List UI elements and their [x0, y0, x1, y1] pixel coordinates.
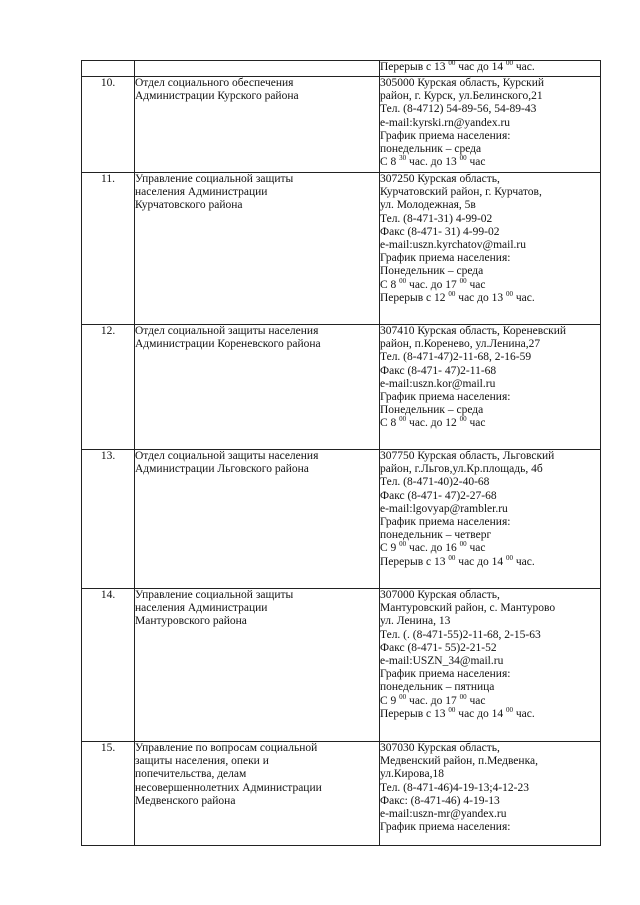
address-line: График приема населения:: [380, 129, 511, 142]
schedule-time-line: [380, 156, 600, 169]
table-row: [82, 325, 601, 450]
time-minutes-superscript: 00: [448, 705, 456, 714]
address-line: Факс (8-471- 47)2-27-68: [380, 489, 497, 502]
address-line: понедельник – пятница: [380, 681, 495, 694]
row-number: [82, 61, 135, 77]
organization-name-line: Управление социальной защиты: [135, 589, 294, 601]
time-text: час.: [513, 707, 535, 720]
schedule-time-line: [380, 542, 600, 555]
organization-name: [135, 77, 380, 173]
organization-name: [135, 173, 380, 325]
address-line: 307000 Курская область,: [380, 589, 500, 601]
address-line: График приема населения:: [380, 252, 511, 265]
contact-details: [380, 77, 601, 173]
address-line: ул. Ленина, 13: [380, 615, 451, 628]
address-line: 307750 Курская область, Льговский: [380, 450, 555, 462]
time-text: час до 14: [455, 555, 506, 568]
schedule-time-line: [380, 276, 600, 292]
table-row: [82, 61, 601, 77]
table-row: [82, 742, 601, 846]
time-text: час. до 12: [406, 417, 460, 430]
row-number: 15.: [82, 742, 135, 846]
address-line: Медвенский район, п.Медвенка,: [380, 755, 538, 768]
time-text: час: [466, 542, 486, 555]
table-row: [82, 173, 601, 325]
address-line: e-mail:USZN_34@mail.ru: [380, 655, 504, 668]
organization-name-line: населения Администрации: [135, 602, 268, 615]
organization-name-line: Отдел социального обеспечения: [135, 77, 294, 89]
organization-name-line: Администрации Кореневского района: [135, 338, 321, 351]
organization-name-line: попечительства, делам: [135, 768, 247, 781]
address-line: 307410 Курская область, Кореневский: [380, 325, 567, 337]
row-number: 13.: [82, 450, 135, 589]
address-line: e-mail:lgovyap@rambler.ru: [380, 502, 508, 515]
time-text: час.: [513, 555, 535, 568]
time-text: час.: [513, 291, 535, 304]
address-line: Понедельник – среда: [380, 404, 484, 417]
address-line: График приема населения:: [380, 391, 511, 404]
organization-name: [135, 450, 380, 589]
time-text: Перерыв с 13: [380, 555, 449, 568]
address-line: Тел. (8-471-40)2-40-68: [380, 476, 490, 489]
organization-name-line: населения Администрации: [135, 186, 268, 199]
schedule-time-line: [380, 553, 600, 569]
time-text: час. до 13: [406, 156, 460, 169]
organization-name-line: Отдел социальной защиты населения: [135, 325, 319, 337]
address-line: График приема населения:: [380, 516, 511, 529]
contact-details: [380, 61, 601, 77]
time-minutes-superscript: 00: [399, 692, 407, 701]
time-minutes-superscript: 00: [459, 540, 467, 549]
address-line: понедельник – четверг: [380, 529, 492, 542]
time-text: час: [466, 278, 486, 291]
row-number: 14.: [82, 589, 135, 742]
time-text: час. до 17: [406, 278, 460, 291]
time-minutes-superscript: 00: [459, 692, 467, 701]
address-line: район, г.Льгов,ул.Кр.площадь, 4б: [380, 463, 543, 476]
address-line: 307250 Курская область,: [380, 173, 500, 185]
time-minutes-superscript: 00: [506, 553, 513, 562]
time-minutes-superscript: 00: [399, 276, 407, 285]
time-minutes-superscript: 00: [448, 59, 456, 67]
time-minutes-superscript: 30: [399, 154, 407, 163]
row-number: 12.: [82, 325, 135, 450]
time-text: час. до 16: [406, 542, 460, 555]
time-minutes-superscript: 00: [399, 540, 407, 549]
organization-name: [135, 589, 380, 742]
address-line: Факс: (8-471-46) 4-19-13: [380, 794, 500, 807]
contact-details: [380, 173, 601, 325]
time-minutes-superscript: 00: [459, 276, 467, 285]
organization-name-line: Управление социальной защиты: [135, 173, 294, 185]
time-text: С 8: [380, 417, 400, 430]
address-line: Тел. (8-471-46)4-19-13;4-12-23: [380, 781, 530, 794]
address-line: Тел. (8-4712) 54-89-56, 54-89-43: [380, 103, 537, 116]
organization-name: [135, 325, 380, 450]
time-minutes-superscript: 00: [506, 59, 513, 67]
time-text: Перерыв с 13: [380, 707, 449, 720]
table-row: [82, 77, 601, 173]
organization-name-line: Медвенского района: [135, 794, 236, 807]
organization-name-line: Администрации Курского района: [135, 90, 299, 103]
time-text: час до 14: [455, 61, 506, 73]
time-minutes-superscript: 00: [448, 553, 456, 562]
address-line: Факс (8-471- 31) 4-99-02: [380, 225, 500, 238]
address-line: район, п.Коренево, ул.Ленина,27: [380, 338, 541, 351]
offices-table: [81, 60, 601, 846]
contact-details: [380, 589, 601, 742]
organization-name-line: защиты населения, опеки и: [135, 755, 269, 768]
time-minutes-superscript: 00: [448, 289, 456, 298]
organization-name-line: несовершеннолетних Администрации: [135, 781, 322, 794]
time-text: час до 13: [455, 291, 506, 304]
time-text: Перерыв с 13: [380, 61, 449, 73]
address-line: График приема населения:: [380, 821, 511, 834]
address-line: Тел. (8-471-47)2-11-68, 2-16-59: [380, 351, 532, 364]
contact-details: [380, 742, 601, 846]
time-text: час.: [513, 61, 535, 73]
address-line: Понедельник – среда: [380, 265, 484, 278]
address-line: Курчатовский район, г. Курчатов,: [380, 186, 542, 199]
contact-details: [380, 450, 601, 589]
address-line: 307030 Курская область,: [380, 742, 500, 754]
address-line: Тел. (8-471-31) 4-99-02: [380, 212, 493, 225]
time-minutes-superscript: 00: [506, 705, 513, 714]
organization-name-line: Мантуровского района: [135, 615, 247, 628]
contact-details: [380, 325, 601, 450]
address-line: Мантуровский район, с. Мантурово: [380, 602, 556, 615]
table-row: [82, 589, 601, 742]
address-line: ул. Молодежная, 5в: [380, 199, 476, 212]
time-minutes-superscript: 00: [506, 289, 513, 298]
offices-table-body: [82, 61, 601, 846]
address-line: ул.Кирова,18: [380, 768, 444, 781]
address-line: Тел. (. (8-471-55)2-11-68, 2-15-63: [380, 628, 541, 641]
time-text: час: [466, 694, 486, 707]
table-row: [82, 450, 601, 589]
address-line: Факс (8-471- 47)2-11-68: [380, 364, 497, 377]
row-number: 11.: [82, 173, 135, 325]
time-text: С 9: [380, 542, 400, 555]
time-text: С 9: [380, 694, 400, 707]
address-line: понедельник – среда: [380, 143, 482, 156]
time-text: Перерыв с 12: [380, 291, 449, 304]
schedule-time-line: [380, 692, 600, 708]
time-minutes-superscript: 00: [459, 415, 467, 424]
time-text: час. до 17: [406, 694, 460, 707]
time-text: С 8: [380, 156, 400, 169]
organization-name-line: Администрации Льговского района: [135, 463, 309, 476]
organization-name-line: Курчатовского района: [135, 199, 243, 212]
address-line: График приема населения:: [380, 668, 511, 681]
address-line: Факс (8-471- 55)2-21-52: [380, 641, 497, 654]
time-minutes-superscript: 00: [399, 415, 407, 424]
organization-name-line: Отдел социальной защиты населения: [135, 450, 319, 462]
organization-name: [135, 742, 380, 846]
address-line: e-mail:uszn.kor@mail.ru: [380, 377, 496, 390]
schedule-time-line: [380, 417, 600, 430]
time-text: час до 14: [455, 707, 506, 720]
address-line: 305000 Курская область, Курский: [380, 77, 545, 89]
organization-name-line: Управление по вопросам социальной: [135, 742, 318, 754]
address-line: e-mail:kyrski.rn@yandex.ru: [380, 116, 511, 129]
time-text: час: [466, 417, 486, 430]
time-text: С 8: [380, 278, 400, 291]
address-line: e-mail:uszn.kyrchatov@mail.ru: [380, 239, 526, 252]
time-minutes-superscript: 00: [459, 154, 467, 163]
schedule-time-line: [380, 61, 600, 74]
address-line: район, г. Курск, ул.Белинского,21: [380, 90, 543, 103]
organization-name: [135, 61, 380, 77]
schedule-time-line: [380, 705, 600, 721]
time-text: час: [466, 156, 486, 169]
schedule-time-line: [380, 289, 600, 305]
address-line: e-mail:uszn-mr@yandex.ru: [380, 808, 507, 821]
row-number: 10.: [82, 77, 135, 173]
